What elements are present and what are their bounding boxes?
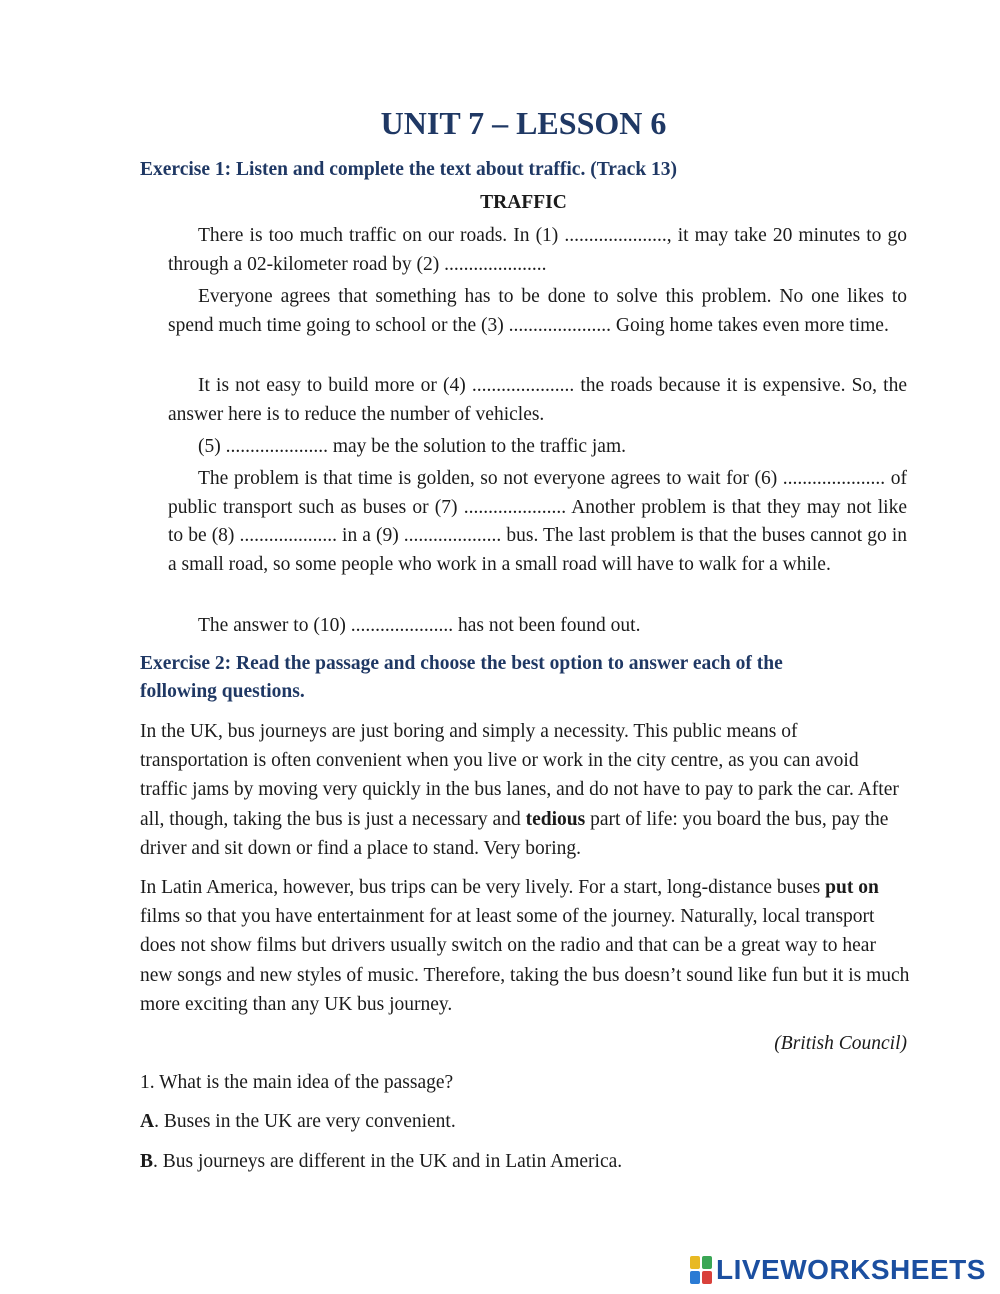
logo-mark-square: [702, 1256, 712, 1269]
logo-mark-square: [702, 1271, 712, 1284]
logo-text: LIVEWORKSHEETS: [716, 1254, 986, 1285]
text-title: TRAFFIC: [480, 192, 567, 213]
source-citation: (British Council): [774, 1033, 907, 1054]
ex1-paragraph-3: It is not easy to build more or (4) ..................... the roads because it is expensive. So, the answer here is to reduce the number of vehicles.: [168, 375, 907, 425]
exercise-2-heading-line-1: Exercise 2: Read the passage and choose the best option to answer each of the: [140, 653, 783, 674]
option-b[interactable]: [140, 1148, 910, 1176]
logo-mark-square: [690, 1256, 700, 1269]
option-b-text: . Bus journeys are different in the UK and in Latin America.: [153, 1151, 623, 1172]
logo-mark-square: [690, 1271, 700, 1284]
option-a-text: . Buses in the UK are very convenient.: [154, 1111, 456, 1132]
option-a-letter: A: [140, 1111, 155, 1132]
passage-1-text-b: part of life: you board the bus, pay the driver and sit down or find a place to stand. Very boring.: [140, 808, 889, 859]
exercise-2-heading-line-2: following questions.: [140, 681, 305, 702]
logo-mark-icon: [690, 1256, 712, 1284]
passage-2-text-a: In Latin America, however, bus trips can be very lively. For a start, long-distance buses: [140, 877, 826, 898]
ex1-paragraph-5: The problem is that time is golden, so not everyone agrees to wait for (6) ..................... of public transport such as buses or (7) ..................... Another problem is that they may not like to be (8) .................... in a (9) .................... bus. The last problem is that the buses cannot go in a small road, so some people who work in a small road will have to walk for a while.: [168, 468, 907, 575]
question-1: 1. What is the main idea of the passage?: [140, 1072, 454, 1093]
passage-paragraph-2: [140, 873, 910, 1019]
passage-2-bold-phrase: put on: [825, 877, 879, 898]
ex1-paragraph-2: Everyone agrees that something has to be done to solve this problem. No one likes to spend much time going to school or the (3) ..................... Going home takes even more time.: [168, 286, 907, 336]
liveworksheets-logo: [690, 1252, 990, 1288]
option-a[interactable]: [140, 1108, 910, 1136]
passage-2-text-b: films so that you have entertainment for at least some of the journey. Naturally, local transport does not show films but drivers usually switch on the radio and that can be a great way to hear new songs and new styles of music. Therefore, taking the bus doesn’t sound like fun but it is much more exciting than any UK bus journey.: [140, 906, 910, 1015]
ex1-paragraph-1: There is too much traffic on our roads. In (1) ....................., it may take 20 minutes to go through a 02-kilometer road by (2) .....................: [168, 225, 907, 275]
ex1-paragraph-6: The answer to (10) ..................... has not been found out.: [198, 615, 641, 636]
page-title: UNIT 7 – LESSON 6: [380, 105, 667, 141]
ex1-paragraph-4: (5) ..................... may be the solution to the traffic jam.: [198, 436, 627, 457]
option-b-letter: B: [140, 1151, 154, 1172]
passage-1-bold-word: tedious: [525, 808, 586, 830]
passage-paragraph-1: [140, 717, 910, 863]
passage-1-text-a: In the UK, bus journeys are just boring and simply a necessity. This public means of transportation is often convenient when you live or work in the city centre, as you can avoid traffic jams by moving very quickly in the bus lanes, and do not have to pay to park the car. After all, though, taking the bus is just a necessary and: [140, 721, 899, 830]
exercise-1-heading: Exercise 1: Listen and complete the text about traffic. (Track 13): [140, 159, 678, 180]
